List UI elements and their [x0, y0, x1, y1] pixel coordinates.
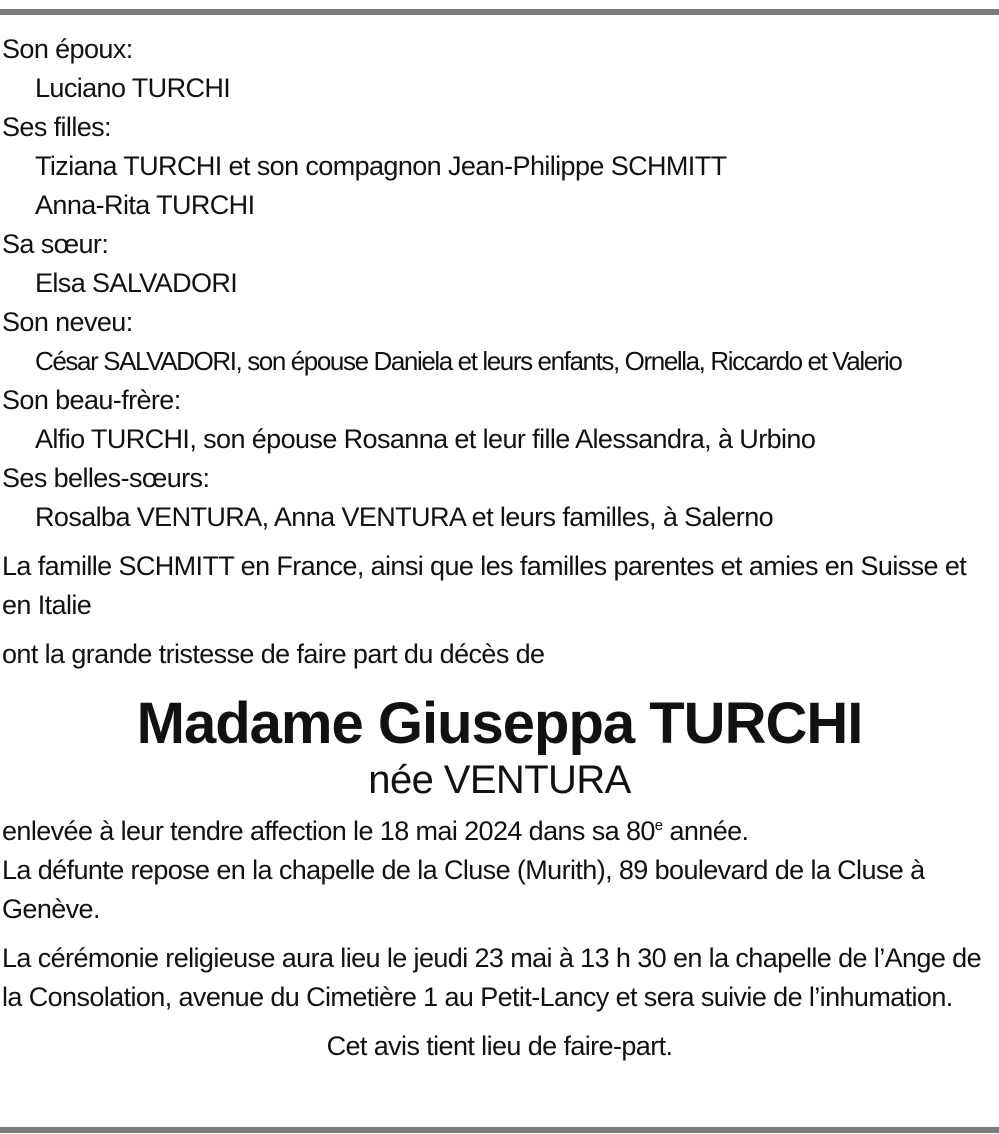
closing-line: Cet avis tient lieu de faire-part.: [326, 1031, 673, 1061]
bottom-rule: [0, 1127, 999, 1133]
death-line: [2, 812, 997, 851]
family-member: Anna-Rita TURCHI: [35, 190, 255, 220]
family-label-spouse: Son époux:: [2, 34, 133, 64]
ceremony-paragraph: La cérémonie religieuse aura lieu le jeudi 23 mai à 13 h 30 en la chapelle de l’Ange de la Consolation, avenue du Cimetière 1 au Petit-Lancy et sera suivie de l’inhumation.: [2, 943, 981, 1012]
family-member: Tiziana TURCHI et son compagnon Jean-Philippe SCHMITT: [35, 151, 727, 181]
family-member: Alfio TURCHI, son épouse Rosanna et leur fille Alessandra, à Urbino: [35, 424, 816, 454]
family-label-brother-in-law: Son beau-frère:: [2, 385, 181, 415]
family-member: Luciano TURCHI: [35, 73, 231, 103]
top-rule: [0, 9, 999, 15]
family-member: Elsa SALVADORI: [35, 268, 238, 298]
extended-family-paragraph: La famille SCHMITT en France, ainsi que les familles parentes et amies en Suisse et en Italie: [2, 551, 967, 620]
obituary-notice: [2, 30, 997, 1066]
rest-place-paragraph: La défunte repose en la chapelle de la Cluse (Murith), 89 boulevard de la Cluse à Genève.: [2, 855, 925, 924]
announcement-line: ont la grande tristesse de faire part du décès de: [2, 639, 545, 669]
family-list: [2, 30, 997, 537]
death-line-text: enlevée à leur tendre affection le 18 mai 2024 dans sa 80: [2, 816, 655, 846]
family-member: César SALVADORI, son épouse Daniela et leurs enfants, Ornella, Riccardo et Valerio: [35, 346, 902, 376]
deceased-name: Madame Giuseppa TURCHI: [136, 691, 863, 756]
maiden-name: née VENTURA: [368, 758, 631, 802]
family-member: Rosalba VENTURA, Anna VENTURA et leurs familles, à Salerno: [35, 502, 774, 532]
family-label-sister: Sa sœur:: [2, 229, 109, 259]
family-label-daughters: Ses filles:: [2, 112, 111, 142]
family-label-sisters-in-law: Ses belles-sœurs:: [2, 463, 210, 493]
death-line-end: année.: [662, 816, 749, 846]
family-label-nephew: Son neveu:: [2, 307, 133, 337]
ordinal-suffix: e: [654, 817, 663, 834]
